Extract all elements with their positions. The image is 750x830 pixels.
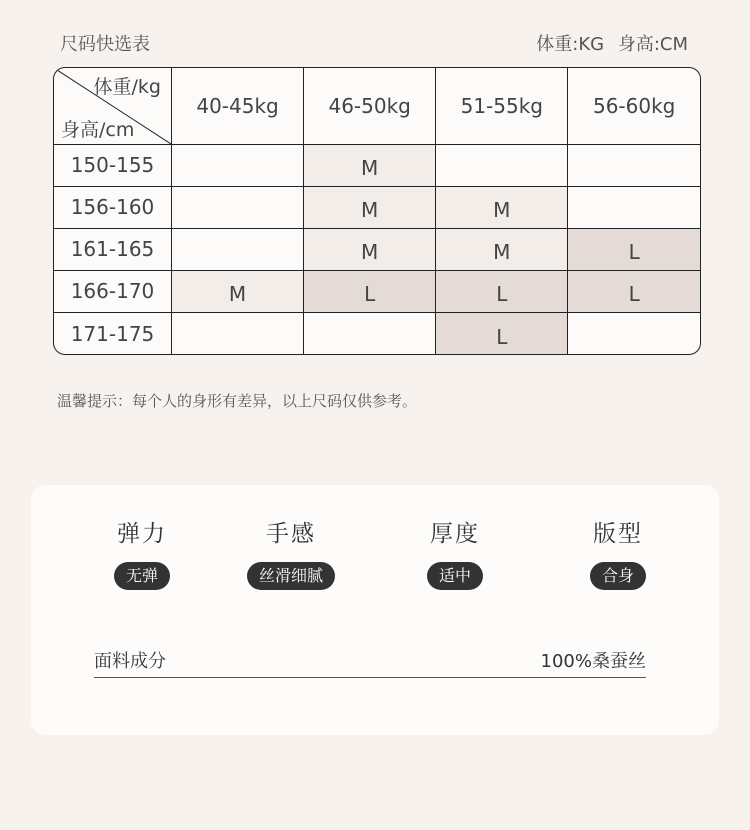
size-cell [436, 144, 568, 186]
size-cell: L [568, 228, 700, 270]
attribute-badge: 无弹 [114, 562, 170, 590]
weight-axis-label: 体重/kg [93, 76, 161, 98]
size-cell: M [436, 186, 568, 228]
attribute-name: 手感 [266, 521, 316, 547]
height-axis-label: 身高/cm [61, 118, 135, 141]
size-cell [304, 313, 436, 355]
composition-label: 面料成分 [94, 651, 166, 672]
attribute-feel [211, 515, 371, 590]
attribute-badge: 合身 [590, 562, 646, 590]
column-header: 46-50kg [304, 68, 436, 144]
attribute-name: 版型 [593, 521, 643, 547]
size-cell: M [172, 270, 304, 312]
row-header: 156-160 [54, 186, 172, 228]
size-cell [568, 313, 700, 355]
row-header: 171-175 [54, 313, 172, 355]
size-cell: L [436, 270, 568, 312]
row-header: 161-165 [54, 228, 172, 270]
units-label: 体重:KG 身高:CM [536, 34, 688, 55]
attribute-elasticity [62, 515, 222, 590]
size-chart-title: 尺码快选表 [60, 34, 150, 55]
size-cell: M [304, 186, 436, 228]
size-table [54, 68, 700, 354]
size-cell: M [304, 144, 436, 186]
size-cell: L [568, 270, 700, 312]
corner-header [54, 68, 172, 144]
size-cell [172, 313, 304, 355]
size-cell [172, 186, 304, 228]
row-header: 166-170 [54, 270, 172, 312]
attribute-badge: 丝滑细腻 [247, 562, 335, 590]
table-row [54, 144, 700, 186]
size-cell: M [436, 228, 568, 270]
table-row [54, 313, 700, 355]
composition-value: 100%桑蚕丝 [540, 651, 646, 672]
attribute-thickness [375, 515, 535, 590]
size-cell: L [304, 270, 436, 312]
size-cell [172, 144, 304, 186]
size-cell [172, 228, 304, 270]
attribute-fit [538, 515, 698, 590]
size-cell [568, 186, 700, 228]
column-header: 40-45kg [172, 68, 304, 144]
attribute-badge: 适中 [427, 562, 483, 590]
attribute-name: 弹力 [117, 521, 167, 547]
fabric-info-card [31, 485, 719, 735]
column-header: 56-60kg [568, 68, 700, 144]
table-row [54, 228, 700, 270]
size-cell: M [304, 228, 436, 270]
fabric-composition [94, 645, 646, 678]
column-header: 51-55kg [436, 68, 568, 144]
table-row [54, 186, 700, 228]
size-tip: 温馨提示：每个人的身形有差异，以上尺码仅供参考。 [57, 392, 418, 410]
size-chart [53, 67, 701, 355]
size-cell: L [436, 313, 568, 355]
table-row [54, 270, 700, 312]
size-cell [568, 144, 700, 186]
row-header: 150-155 [54, 144, 172, 186]
attribute-name: 厚度 [430, 521, 480, 547]
